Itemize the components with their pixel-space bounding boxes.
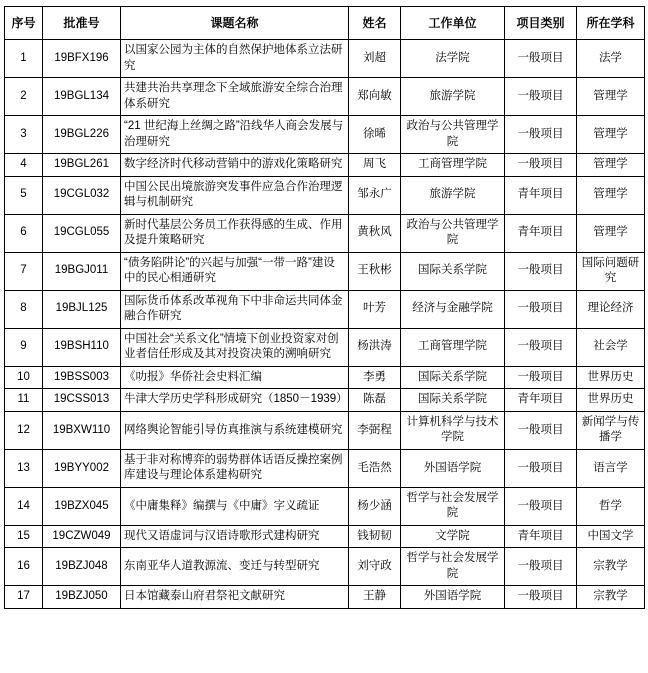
table-body bbox=[5, 40, 645, 609]
cell-title: 国际货币体系改革视角下中非命运共同体金融合作研究 bbox=[121, 290, 349, 328]
table-row bbox=[5, 525, 645, 548]
cell-type: 一般项目 bbox=[505, 586, 577, 609]
table-row bbox=[5, 449, 645, 487]
column-header-discipline: 所在学科 bbox=[577, 7, 645, 40]
cell-name: 郑向敏 bbox=[349, 78, 401, 116]
table-row bbox=[5, 586, 645, 609]
cell-name: 刘超 bbox=[349, 40, 401, 78]
cell-code: 19CSS013 bbox=[43, 389, 121, 412]
cell-name: 杨少涵 bbox=[349, 487, 401, 525]
cell-code: 19CZW049 bbox=[43, 525, 121, 548]
cell-discipline: 法学 bbox=[577, 40, 645, 78]
cell-discipline: 世界历史 bbox=[577, 366, 645, 389]
cell-type: 一般项目 bbox=[505, 116, 577, 154]
cell-code: 19BXW110 bbox=[43, 411, 121, 449]
cell-discipline: 国际问题研究 bbox=[577, 252, 645, 290]
cell-name: 钱韧韧 bbox=[349, 525, 401, 548]
cell-seq: 12 bbox=[5, 411, 43, 449]
column-header-code: 批准号 bbox=[43, 7, 121, 40]
cell-title: 现代又语虚词与汉语诗歌形式建构研究 bbox=[121, 525, 349, 548]
cell-discipline: 理论经济 bbox=[577, 290, 645, 328]
cell-title: 网络舆论智能引导仿真推演与系统建模研究 bbox=[121, 411, 349, 449]
cell-title: 《中庸集释》编撰与《中庸》字义疏证 bbox=[121, 487, 349, 525]
column-header-org: 工作单位 bbox=[401, 7, 505, 40]
cell-name: 邹永广 bbox=[349, 176, 401, 214]
cell-seq: 13 bbox=[5, 449, 43, 487]
cell-seq: 10 bbox=[5, 366, 43, 389]
cell-title: 中国社会“关系文化”情境下创业投资家对创业者信任形成及其对投资决策的溯响研究 bbox=[121, 328, 349, 366]
cell-type: 一般项目 bbox=[505, 411, 577, 449]
cell-discipline: 管理学 bbox=[577, 176, 645, 214]
cell-discipline: 管理学 bbox=[577, 214, 645, 252]
cell-org: 政治与公共管理学院 bbox=[401, 116, 505, 154]
cell-org: 法学院 bbox=[401, 40, 505, 78]
cell-code: 19BZJ050 bbox=[43, 586, 121, 609]
cell-org: 外国语学院 bbox=[401, 449, 505, 487]
cell-title: 牛津大学历史学科形成研究（1850－1939） bbox=[121, 389, 349, 412]
cell-org: 文学院 bbox=[401, 525, 505, 548]
cell-seq: 2 bbox=[5, 78, 43, 116]
table-row bbox=[5, 411, 645, 449]
cell-code: 19CGL055 bbox=[43, 214, 121, 252]
cell-type: 一般项目 bbox=[505, 449, 577, 487]
cell-seq: 17 bbox=[5, 586, 43, 609]
cell-title: 东南亚华人道教源流、变迁与转型研究 bbox=[121, 548, 349, 586]
cell-seq: 3 bbox=[5, 116, 43, 154]
table-row bbox=[5, 176, 645, 214]
cell-discipline: 社会学 bbox=[577, 328, 645, 366]
cell-discipline: 管理学 bbox=[577, 116, 645, 154]
table-row bbox=[5, 328, 645, 366]
cell-name: 徐晞 bbox=[349, 116, 401, 154]
column-header-name: 姓名 bbox=[349, 7, 401, 40]
cell-title: 新时代基层公务员工作获得感的生成、作用及提升策略研究 bbox=[121, 214, 349, 252]
cell-seq: 1 bbox=[5, 40, 43, 78]
cell-title: 共建共治共享理念下全域旅游安全综合治理体系研究 bbox=[121, 78, 349, 116]
cell-discipline: 哲学 bbox=[577, 487, 645, 525]
cell-name: 刘守政 bbox=[349, 548, 401, 586]
cell-type: 一般项目 bbox=[505, 78, 577, 116]
table-row bbox=[5, 548, 645, 586]
cell-title: 《叻报》华侨社会史料汇编 bbox=[121, 366, 349, 389]
cell-seq: 14 bbox=[5, 487, 43, 525]
table-header-row bbox=[5, 7, 645, 40]
cell-seq: 4 bbox=[5, 154, 43, 177]
cell-seq: 11 bbox=[5, 389, 43, 412]
cell-title: 数字经济时代移动营销中的游戏化策略研究 bbox=[121, 154, 349, 177]
cell-discipline: 中国文学 bbox=[577, 525, 645, 548]
table-row bbox=[5, 116, 645, 154]
column-header-type: 项目类别 bbox=[505, 7, 577, 40]
cell-title: 基于非对称博弈的弱势群体话语反操控案例库建设与理论体系建构研究 bbox=[121, 449, 349, 487]
cell-name: 周飞 bbox=[349, 154, 401, 177]
cell-org: 工商管理学院 bbox=[401, 154, 505, 177]
table-row bbox=[5, 290, 645, 328]
table-row bbox=[5, 40, 645, 78]
cell-discipline: 语言学 bbox=[577, 449, 645, 487]
cell-title: 日本馆藏泰山府君祭祀文献研究 bbox=[121, 586, 349, 609]
cell-org: 哲学与社会发展学院 bbox=[401, 487, 505, 525]
cell-name: 毛浩然 bbox=[349, 449, 401, 487]
column-header-title: 课题名称 bbox=[121, 7, 349, 40]
cell-seq: 5 bbox=[5, 176, 43, 214]
cell-type: 一般项目 bbox=[505, 154, 577, 177]
cell-org: 哲学与社会发展学院 bbox=[401, 548, 505, 586]
table-row bbox=[5, 154, 645, 177]
cell-code: 19BSH110 bbox=[43, 328, 121, 366]
cell-type: 青年项目 bbox=[505, 176, 577, 214]
cell-type: 一般项目 bbox=[505, 290, 577, 328]
cell-code: 19BFX196 bbox=[43, 40, 121, 78]
cell-org: 国际关系学院 bbox=[401, 366, 505, 389]
cell-org: 外国语学院 bbox=[401, 586, 505, 609]
cell-title: “债务陷阱论”的兴起与加强“一带一路”建设中的民心相通研究 bbox=[121, 252, 349, 290]
table-row bbox=[5, 78, 645, 116]
cell-org: 政治与公共管理学院 bbox=[401, 214, 505, 252]
cell-org: 经济与金融学院 bbox=[401, 290, 505, 328]
cell-discipline: 管理学 bbox=[577, 78, 645, 116]
cell-name: 黄秋风 bbox=[349, 214, 401, 252]
cell-title: 中国公民出境旅游突发事件应急合作治理逻辑与机制研究 bbox=[121, 176, 349, 214]
cell-name: 李弼程 bbox=[349, 411, 401, 449]
cell-title: “21 世纪海上丝绸之路”沿线华人商会发展与治理研究 bbox=[121, 116, 349, 154]
cell-discipline: 宗教学 bbox=[577, 548, 645, 586]
cell-code: 19BGL134 bbox=[43, 78, 121, 116]
cell-seq: 7 bbox=[5, 252, 43, 290]
cell-code: 19BGL261 bbox=[43, 154, 121, 177]
cell-name: 李勇 bbox=[349, 366, 401, 389]
cell-name: 陈磊 bbox=[349, 389, 401, 412]
cell-type: 青年项目 bbox=[505, 214, 577, 252]
grant-projects-table bbox=[4, 6, 645, 609]
cell-code: 19BZJ048 bbox=[43, 548, 121, 586]
cell-seq: 9 bbox=[5, 328, 43, 366]
table-row bbox=[5, 487, 645, 525]
cell-name: 叶芳 bbox=[349, 290, 401, 328]
column-header-seq: 序号 bbox=[5, 7, 43, 40]
cell-seq: 6 bbox=[5, 214, 43, 252]
cell-type: 青年项目 bbox=[505, 525, 577, 548]
table-row bbox=[5, 389, 645, 412]
cell-name: 杨洪涛 bbox=[349, 328, 401, 366]
cell-type: 一般项目 bbox=[505, 366, 577, 389]
cell-seq: 8 bbox=[5, 290, 43, 328]
table-row bbox=[5, 214, 645, 252]
cell-code: 19CGL032 bbox=[43, 176, 121, 214]
cell-seq: 15 bbox=[5, 525, 43, 548]
cell-org: 工商管理学院 bbox=[401, 328, 505, 366]
cell-org: 国际关系学院 bbox=[401, 252, 505, 290]
cell-code: 19BGL226 bbox=[43, 116, 121, 154]
cell-type: 一般项目 bbox=[505, 328, 577, 366]
cell-type: 一般项目 bbox=[505, 487, 577, 525]
cell-type: 一般项目 bbox=[505, 252, 577, 290]
cell-type: 青年项目 bbox=[505, 389, 577, 412]
cell-org: 计算机科学与技术学院 bbox=[401, 411, 505, 449]
cell-code: 19BGJ011 bbox=[43, 252, 121, 290]
cell-discipline: 管理学 bbox=[577, 154, 645, 177]
cell-discipline: 世界历史 bbox=[577, 389, 645, 412]
table-row bbox=[5, 366, 645, 389]
table-row bbox=[5, 252, 645, 290]
cell-code: 19BYY002 bbox=[43, 449, 121, 487]
cell-code: 19BSS003 bbox=[43, 366, 121, 389]
cell-discipline: 新闻学与传播学 bbox=[577, 411, 645, 449]
cell-name: 王秋彬 bbox=[349, 252, 401, 290]
cell-code: 19BZX045 bbox=[43, 487, 121, 525]
cell-org: 旅游学院 bbox=[401, 78, 505, 116]
cell-type: 一般项目 bbox=[505, 548, 577, 586]
cell-org: 国际关系学院 bbox=[401, 389, 505, 412]
cell-type: 一般项目 bbox=[505, 40, 577, 78]
cell-seq: 16 bbox=[5, 548, 43, 586]
cell-discipline: 宗教学 bbox=[577, 586, 645, 609]
cell-org: 旅游学院 bbox=[401, 176, 505, 214]
cell-title: 以国家公园为主体的自然保护地体系立法研究 bbox=[121, 40, 349, 78]
cell-name: 王静 bbox=[349, 586, 401, 609]
cell-code: 19BJL125 bbox=[43, 290, 121, 328]
